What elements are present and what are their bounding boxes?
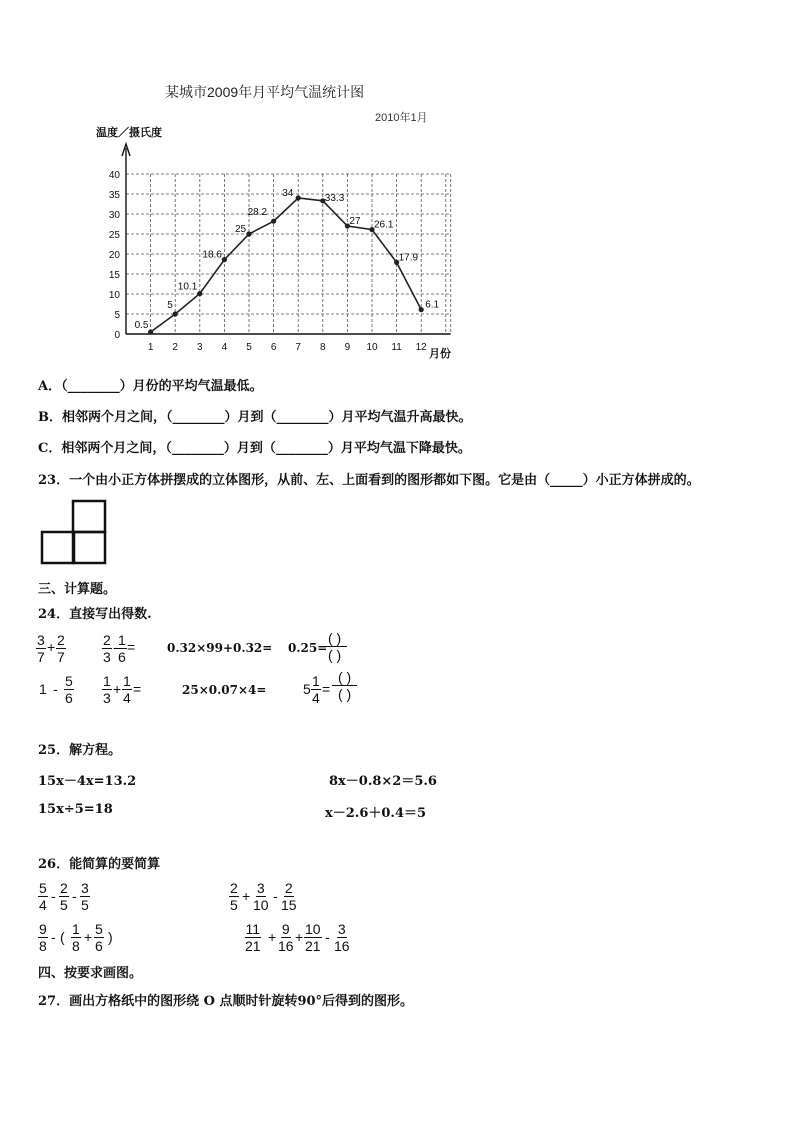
numerator: 1 (103, 673, 111, 689)
numerator: 1 (123, 673, 131, 689)
numerator: 1 (118, 632, 126, 648)
fraction (117, 632, 127, 665)
operator: + (295, 929, 304, 945)
data-point (271, 219, 276, 224)
equals-sign: = (322, 681, 331, 697)
q22-b: B．相邻两个月之间，（________）月到（________）月平均气温升高最快。 (38, 410, 472, 425)
denominator: 3 (103, 649, 111, 665)
fraction (277, 921, 295, 954)
q22-c: C．相邻两个月之间，（________）月到（________）月平均气温下降最快。 (38, 441, 471, 456)
denominator: ( ) (328, 647, 342, 663)
fraction (56, 632, 66, 665)
numerator: 2 (284, 880, 293, 896)
q26-title: 26．能简算的要简算 (38, 857, 161, 872)
data-point (148, 329, 153, 334)
section-3-title: 三、计算题。 (38, 582, 117, 597)
x-tick-label: 3 (197, 342, 203, 353)
x-tick-label: 10 (366, 342, 378, 353)
chart-subtitle: 2010年1月 (375, 112, 428, 124)
operator: - (72, 888, 77, 904)
fraction (244, 921, 262, 954)
data-label: 34 (282, 188, 294, 199)
operator: + (242, 888, 251, 904)
y-axis-label: 温度／摄氏度 (96, 127, 162, 139)
numerator: 5 (65, 673, 73, 689)
operator: + (47, 639, 56, 655)
denominator: 5 (230, 897, 238, 913)
numerator: 2 (57, 632, 65, 648)
data-label: 28.2 (247, 207, 268, 219)
temperature-series (135, 188, 440, 335)
expression-3: 0.32×99+0.32= (167, 641, 273, 655)
x-tick-label: 9 (344, 342, 351, 353)
q23-text: 23．一个由小正方体拼摆成的立体图形，从前、左、上面看到的图形都如下图。它是由（_____）小正方体拼成的。 (38, 473, 700, 488)
data-label: 25 (235, 224, 247, 235)
y-tick-label: 25 (108, 230, 120, 241)
equation-2: 8x－0.8×2＝5.6 (329, 774, 437, 789)
x-tick-label: 11 (391, 342, 402, 353)
data-label: 10.1 (177, 281, 198, 293)
q25-title: 25．解方程。 (38, 743, 122, 758)
operator: - (51, 929, 56, 945)
denominator: 16 (334, 938, 350, 954)
data-label: 17.9 (398, 252, 419, 264)
fraction (94, 921, 104, 954)
data-label: 18.6 (202, 249, 222, 261)
numerator: 2 (230, 880, 238, 896)
whole-number: 5 (303, 681, 311, 697)
numerator: 3 (337, 921, 346, 937)
data-label: 26.1 (374, 219, 394, 231)
left-paren: ( (60, 929, 65, 945)
denominator: 4 (312, 690, 320, 706)
numerator: 5 (39, 880, 47, 896)
data-point (296, 195, 301, 200)
y-tick-label: 35 (108, 190, 120, 201)
numerator: 3 (37, 632, 45, 648)
x-tick-label: 5 (246, 342, 252, 353)
x-tick-label: 2 (172, 342, 178, 353)
numerator: 11 (245, 921, 261, 937)
x-tick-labels (148, 342, 427, 353)
fraction (311, 673, 321, 706)
q27-text: 27．画出方格纸中的图形绕 O 点顺时针旋转90°后得到的图形。 (38, 994, 414, 1009)
equals-sign: = (127, 639, 136, 655)
fraction (64, 673, 74, 706)
operator: + (84, 929, 93, 945)
fraction (38, 921, 48, 954)
operator: - (51, 888, 56, 904)
x-tick-label: 1 (147, 342, 154, 353)
x-axis-label: 月份 (429, 348, 451, 360)
y-tick-labels (109, 170, 121, 341)
data-label: 27 (349, 216, 361, 227)
y-tick-label: 20 (108, 250, 120, 261)
numerator: 1 (72, 921, 80, 937)
denominator: 5 (60, 897, 68, 913)
y-tick-label: 15 (108, 270, 120, 281)
cube-view-figure (40, 499, 110, 565)
equals-sign: = (133, 681, 142, 697)
q22-a: A．（________）月份的平均气温最低。 (38, 379, 263, 394)
data-point (419, 307, 424, 312)
fraction (102, 632, 112, 665)
operator: + (268, 929, 277, 945)
x-tick-label: 6 (270, 342, 277, 353)
fraction (252, 880, 270, 913)
denominator: 15 (281, 897, 297, 913)
numerator: 5 (95, 921, 103, 937)
numerator: 2 (103, 632, 111, 648)
y-tick-label: 0 (114, 330, 120, 341)
denominator: 8 (72, 938, 80, 954)
equation-3: 15x÷5=18 (38, 802, 113, 817)
fraction (280, 880, 298, 913)
whole-number: 1 (39, 681, 47, 697)
fraction (333, 921, 351, 954)
fraction (304, 921, 322, 954)
numerator: ( ) (322, 630, 347, 647)
fraction (102, 673, 112, 706)
data-label: 0.5 (134, 320, 149, 331)
answer-fraction (332, 669, 357, 702)
chart-title: 某城市2009年月平均气温统计图 (165, 84, 365, 100)
fraction (71, 921, 81, 954)
data-point (173, 311, 178, 316)
data-label: 33.3 (324, 192, 345, 204)
denominator: 7 (37, 649, 45, 665)
answer-fraction (322, 630, 347, 663)
denominator: 6 (65, 690, 73, 706)
temperature-line-chart (80, 70, 480, 370)
y-tick-label: 5 (114, 310, 120, 321)
data-point (197, 291, 202, 296)
series-line (151, 198, 422, 332)
numerator: ( ) (332, 669, 357, 686)
q24-title: 24．直接写出得数. (38, 607, 152, 622)
denominator: 4 (123, 690, 131, 706)
section-4-title: 四、按要求画图。 (38, 966, 143, 981)
denominator: ( ) (338, 686, 352, 702)
data-point (222, 257, 227, 262)
denominator: 10 (253, 897, 269, 913)
equation-1: 15x－4x=13.2 (38, 774, 137, 789)
denominator: 3 (103, 690, 111, 706)
x-tick-label: 7 (295, 342, 301, 353)
numerator: 1 (312, 673, 320, 689)
operator: + (113, 681, 122, 697)
y-tick-label: 10 (108, 290, 120, 301)
x-tick-label: 8 (320, 342, 326, 353)
operator: - (53, 681, 58, 697)
denominator: 5 (81, 897, 89, 913)
data-label: 6.1 (425, 299, 440, 311)
y-tick-label: 40 (108, 170, 120, 181)
expression-4: 0.25= (288, 641, 328, 655)
fraction (80, 880, 90, 913)
numerator: 9 (281, 921, 290, 937)
expression-7: 25×0.07×4= (182, 683, 267, 697)
operator: - (325, 929, 330, 945)
x-tick-label: 4 (221, 342, 228, 353)
fraction (59, 880, 69, 913)
numerator: 9 (39, 921, 47, 937)
numerator: 2 (60, 880, 68, 896)
operator: - (113, 639, 118, 655)
fraction (122, 673, 132, 706)
denominator: 6 (118, 649, 126, 665)
right-paren: ) (108, 929, 113, 945)
equation-4: x－2.6＋0.4＝5 (325, 806, 427, 821)
numerator: 3 (256, 880, 265, 896)
denominator: 21 (305, 938, 321, 954)
numerator: 3 (81, 880, 89, 896)
fraction (36, 632, 46, 665)
fraction (229, 880, 239, 913)
data-point (246, 231, 251, 236)
x-tick-label: 12 (415, 342, 427, 353)
operator: - (273, 888, 278, 904)
denominator: 6 (95, 938, 103, 954)
denominator: 16 (278, 938, 294, 954)
numerator: 10 (305, 921, 321, 937)
data-label: 5 (167, 300, 173, 311)
y-tick-label: 30 (108, 210, 120, 221)
fraction (38, 880, 48, 913)
denominator: 4 (39, 897, 47, 913)
denominator: 7 (57, 649, 65, 665)
denominator: 8 (39, 938, 47, 954)
denominator: 21 (245, 938, 261, 954)
